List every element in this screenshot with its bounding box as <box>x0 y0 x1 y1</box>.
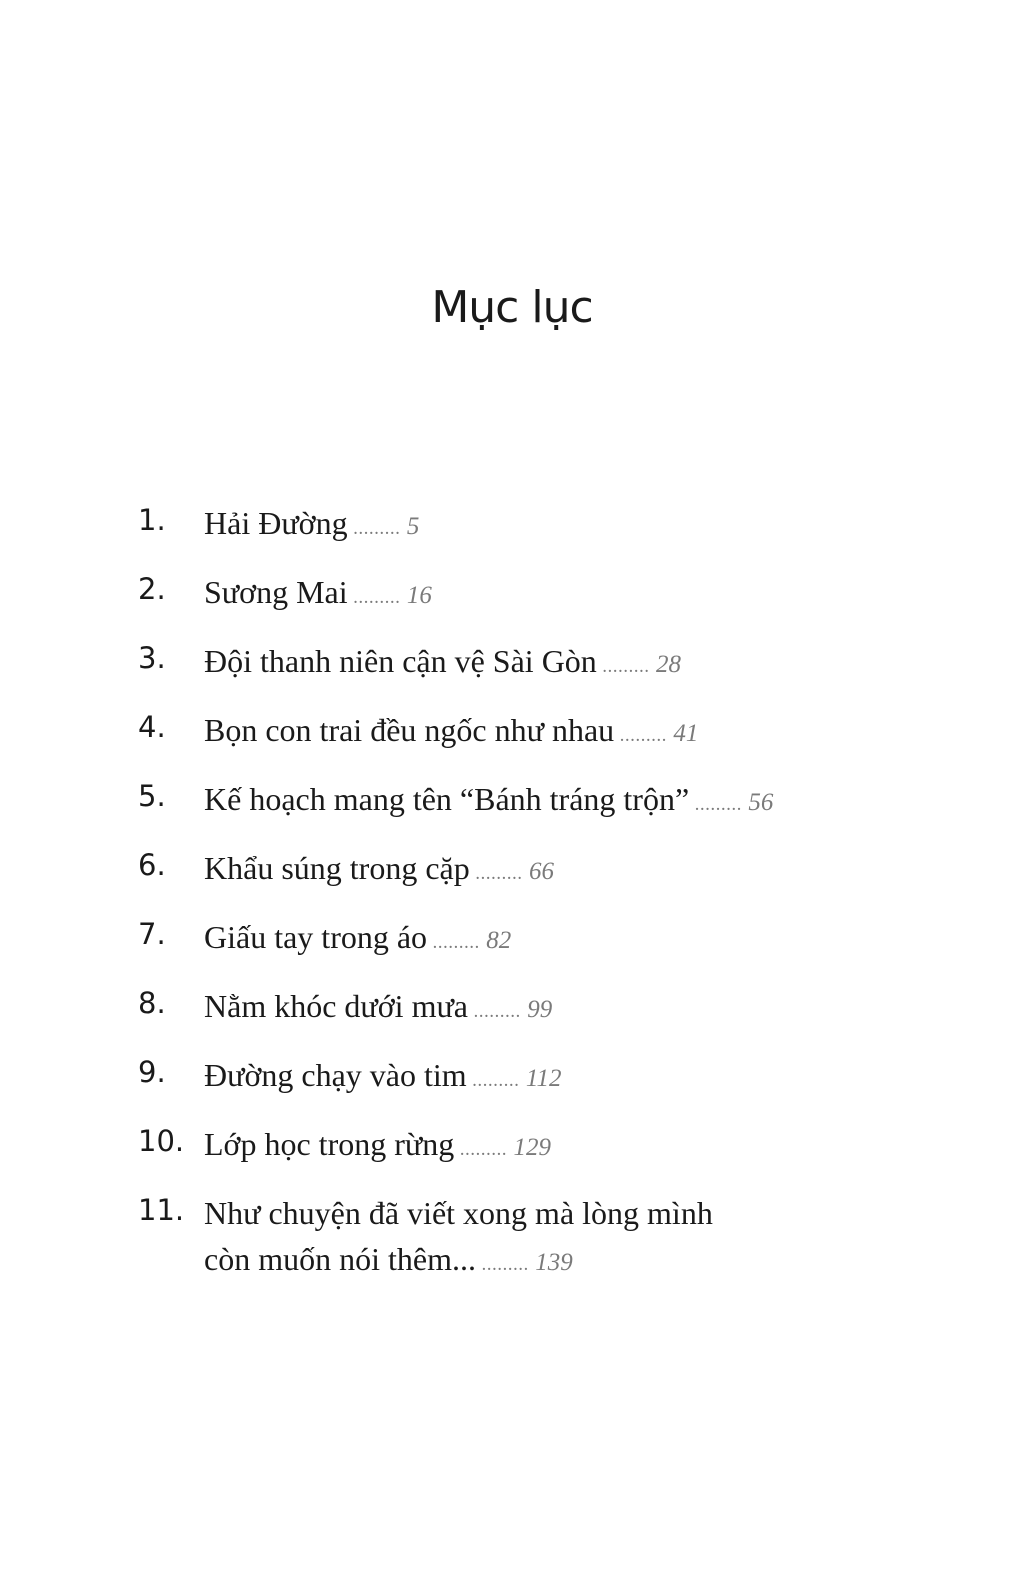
toc-entry-number: 2. <box>138 572 166 606</box>
toc-page-number: 28 <box>656 651 682 678</box>
toc-entry-number: 3. <box>138 641 166 675</box>
toc-leader-dots: ......... <box>475 863 523 884</box>
toc-entry <box>138 1052 898 1100</box>
toc-entry-text-block <box>204 569 844 621</box>
toc-entry-number: 9. <box>138 1055 166 1089</box>
toc-entry-number: 6. <box>138 848 166 882</box>
toc-leader-dots: ......... <box>481 1254 530 1275</box>
toc-entry-number: 7. <box>138 917 166 951</box>
toc-entry-text-block <box>204 1190 844 1288</box>
toc-page-number: 82 <box>486 927 512 954</box>
toc-leader-dots: ......... <box>620 725 668 746</box>
toc-entry-text-block <box>204 638 844 690</box>
toc-entry-title: Khẩu súng trong cặp <box>204 850 470 886</box>
toc-entry-number: 11. <box>138 1193 185 1227</box>
toc-entry-text-block <box>204 500 844 552</box>
toc-leader-dots: ......... <box>472 1070 520 1091</box>
toc-entry-number: 8. <box>138 986 166 1020</box>
toc-entry <box>138 500 898 548</box>
toc-entry <box>138 914 898 962</box>
toc-page-number: 129 <box>513 1134 551 1161</box>
toc-page-number: 139 <box>535 1249 573 1276</box>
toc-entry <box>138 569 898 617</box>
toc-page-number: 16 <box>406 582 432 609</box>
toc-entry-text-block <box>204 1121 844 1173</box>
toc-leader-dots: ......... <box>353 518 401 539</box>
toc-leader-dots: ......... <box>433 932 481 953</box>
toc-entry-title: Giấu tay trong áo <box>204 919 428 955</box>
toc-entry-title-line1: Như chuyện đã viết xong mà lòng mình <box>204 1195 713 1231</box>
toc-page-number: 56 <box>748 789 774 816</box>
toc-entry-text-block <box>204 845 844 897</box>
toc-entry-title-line2: còn muốn nói thêm... <box>204 1241 476 1277</box>
toc-leader-dots: ......... <box>474 1001 522 1022</box>
toc-entry <box>138 707 898 755</box>
toc-leader-dots: ......... <box>602 656 651 677</box>
toc-entry-title: Hải Đường <box>204 505 348 541</box>
toc-leader-dots: ......... <box>695 794 743 815</box>
toc-leader-dots: ......... <box>353 587 401 608</box>
toc-page-number: 112 <box>525 1065 562 1092</box>
toc-entry-number: 4. <box>138 710 166 744</box>
toc-entry-title: Đường chạy vào tim <box>204 1057 467 1093</box>
toc-entry <box>138 776 898 824</box>
toc-entry-text-block <box>204 707 844 759</box>
toc-title: Mục lục <box>431 282 593 333</box>
toc-entry <box>138 845 898 893</box>
toc-entry <box>138 1121 898 1169</box>
toc-leader-dots: ......... <box>460 1139 508 1160</box>
toc-entry-text-block <box>204 983 844 1035</box>
toc-entry-number: 5. <box>138 779 166 813</box>
toc-entry-title: Bọn con trai đều ngốc như nhau <box>204 712 615 748</box>
toc-entry <box>138 638 898 686</box>
toc-entry-number: 10. <box>138 1124 185 1158</box>
toc-page-number: 99 <box>527 996 553 1023</box>
toc-entry <box>138 983 898 1031</box>
toc-entry <box>138 1190 898 1286</box>
toc-entry-text-block <box>204 914 844 966</box>
toc-page-number: 41 <box>673 720 699 747</box>
toc-entry-text-block <box>204 776 924 828</box>
toc-entry-title: Đội thanh niên cận vệ Sài Gòn <box>204 643 597 679</box>
toc-entry-title: Nằm khóc dưới mưa <box>204 988 468 1024</box>
toc-entry-title: Sương Mai <box>204 574 348 610</box>
toc-entry-title: Lớp học trong rừng <box>204 1126 455 1162</box>
toc-entry-number: 1. <box>138 503 166 537</box>
toc-page-number: 66 <box>528 858 554 885</box>
toc-entry-title: Kế hoạch mang tên “Bánh tráng trộn” <box>204 781 690 817</box>
toc-entry-text-block <box>204 1052 844 1104</box>
toc-page-number: 5 <box>406 513 420 540</box>
